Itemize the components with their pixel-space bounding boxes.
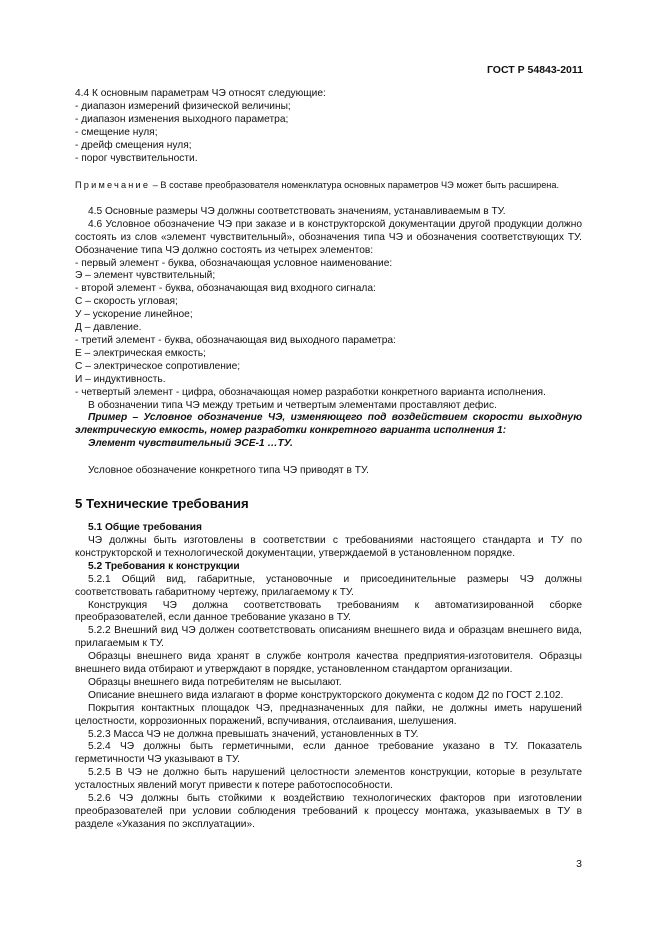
designation-line: - четвертый элемент - цифра, обозначающая номер разработки конкретного варианта исполнения.	[75, 386, 546, 398]
hyphen-rule: В обозначении типа ЧЭ между третьим и четвертым элементами проставляют дефис.	[88, 399, 497, 411]
designation-line: У – ускорение линейное;	[75, 309, 193, 321]
clause-5-2-5: 5.2.5 В ЧЭ не должно быть нарушений целостности элементов конструкции, которые в результате усталостных явлений могут привести к потере работоспособности.	[75, 767, 582, 792]
document-standard-number: ГОСТ Р 54843-2011	[486, 64, 583, 76]
clause-4-4-intro: 4.4 К основным параметрам ЧЭ относят следующие:	[75, 88, 326, 99]
note	[75, 179, 582, 192]
clause-4-6: 4.6 Условное обозначение ЧЭ при заказе и в конструкторской документации другой продукции должно состоять из слов «элемент чувствительный», обозначения типа ЧЭ и обозначения соответствующих ТУ. Обозначение типа ЧЭ должно состоять из четырех элементов:	[75, 218, 582, 256]
subsection-5-2-title: 5.2 Требования к конструкции	[88, 560, 240, 572]
designation-line: И – индуктивность.	[75, 373, 166, 385]
paragraph: Описание внешнего вида излагают в форме конструкторского документа с кодом Д2 по ГОСТ 2.102.	[88, 689, 564, 701]
designation-line: - первый элемент - буква, обозначающая условное наименование:	[75, 257, 393, 269]
specific-designation: Условное обозначение конкретного типа ЧЭ приводят в ТУ.	[88, 465, 369, 477]
list-item: - диапазон измерений физической величины;	[75, 100, 291, 112]
page-body	[0, 88, 582, 832]
clause-5-2-3: 5.2.3 Масса ЧЭ не должна превышать значений, установленных в ТУ.	[88, 728, 419, 740]
section-5-title: 5 Технические требования	[75, 496, 249, 512]
example-value: Элемент чувствительный ЭСЕ-1 …ТУ.	[88, 438, 293, 450]
paragraph: Конструкция ЧЭ должна соответствовать требованиям к автоматизированной сборке преобразователей, если данное требование указано в ТУ.	[75, 599, 582, 624]
clause-5-2-4: 5.2.4 ЧЭ должны быть герметичными, если данное требование указано в ТУ. Показатель герметичности ЧЭ указывают в ТУ.	[75, 741, 582, 766]
note-text: – В составе преобразователя номенклатура основных параметров ЧЭ может быть расширена.	[150, 180, 560, 191]
paragraph: Образцы внешнего вида потребителям не высылают.	[88, 676, 342, 688]
list-item: - диапазон изменения выходного параметра;	[75, 113, 289, 125]
paragraph: Образцы внешнего вида хранят в службе контроля качества предприятия-изготовителя. Образцы внешнего вида отбирают и утверждают в порядке, установленном стандартом организации.	[75, 651, 582, 676]
note-label: Примечание	[75, 180, 151, 191]
subsection-5-1-title: 5.1 Общие требования	[88, 522, 202, 534]
designation-line: - второй элемент - буква, обозначающая вид входного сигнала:	[75, 283, 376, 295]
page-number: 3	[576, 858, 582, 870]
clause-5-2-2: 5.2.2 Внешний вид ЧЭ должен соответствовать описаниям внешнего вида и образцам внешнего вида, прилагаемым к ТУ.	[75, 625, 582, 650]
example-text: Пример – Условное обозначение ЧЭ, изменяющего под воздействием скорости выходную электрическую емкость, номер разработки конкретного варианта исполнения 1:	[75, 412, 582, 437]
list-item: - дрейф смещения нуля;	[75, 139, 192, 151]
subsection-5-1-text: ЧЭ должны быть изготовлены в соответствии с требованиями настоящего стандарта и ТУ по конструкторской и технологической документации, утверждаемой в установленном порядке.	[75, 534, 582, 559]
paragraph: Покрытия контактных площадок ЧЭ, предназначенных для пайки, не должны иметь нарушений целостности, коррозионных поражений, вспучивания, отслаивания, шелушения.	[75, 702, 582, 727]
designation-line: Д – давление.	[75, 322, 142, 334]
designation-line: С – скорость угловая;	[75, 296, 178, 308]
clause-5-2-6: 5.2.6 ЧЭ должны быть стойкими к воздействию технологических факторов при изготовлении преобразователей при условии соблюдения требований к процессу монтажа, указываемых в ТУ в разделе «Указания по эксплуатации».	[75, 793, 582, 830]
clause-5-2-1: 5.2.1 Общий вид, габаритные, установочные и присоединительные размеры ЧЭ должны соответствовать габаритному чертежу, прилагаемому к ТУ.	[75, 573, 582, 598]
list-item: - порог чувствительности.	[75, 152, 198, 164]
list-item: - смещение нуля;	[75, 126, 158, 138]
clause-4-5: 4.5 Основные размеры ЧЭ должны соответствовать значениям, устанавливаемым в ТУ.	[88, 205, 506, 217]
designation-line: Э – элемент чувствительный;	[75, 270, 216, 282]
designation-line: Е – электрическая емкость;	[75, 347, 206, 359]
designation-line: - третий элемент - буква, обозначающая вид выходного параметра:	[75, 335, 396, 346]
designation-line: С – электрическое сопротивление;	[75, 360, 241, 372]
